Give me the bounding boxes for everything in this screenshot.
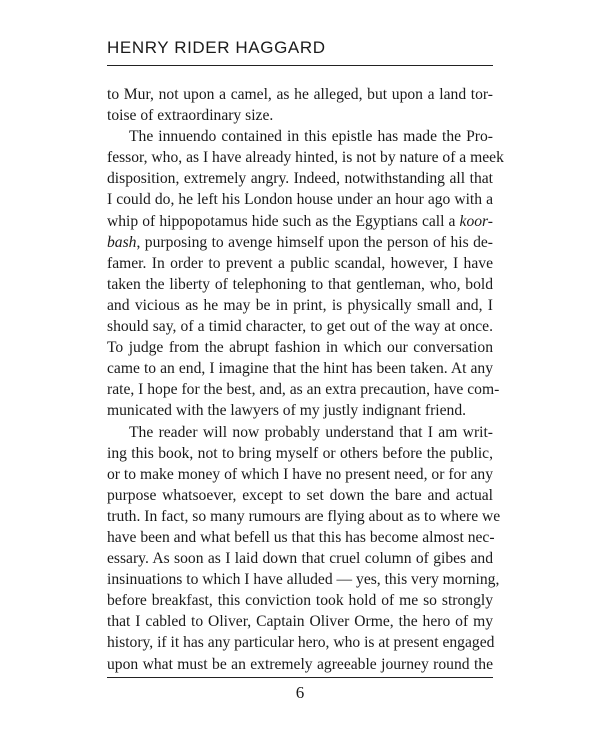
text-line: purpose whatsoever, except to set down the bare and actual: [107, 486, 493, 504]
text-line: toise of extraordinary size.: [107, 107, 274, 125]
text-line: municated with the lawyers of my justly indignant friend.: [107, 402, 467, 420]
text-line: taken the liberty of telephoning to that gentleman, who, bold: [107, 275, 493, 293]
page-number: 6: [295, 683, 305, 702]
text-line: should say, of a timid character, to get out of the way at once.: [107, 318, 493, 336]
text-line: essary. As soon as I laid down that cruel column of gibes and: [107, 550, 493, 568]
footer-rule: [107, 677, 493, 678]
italic-word: bash: [107, 233, 137, 251]
text-line: famer. In order to prevent a public scandal, however, I have: [107, 254, 493, 272]
text-line: To judge from the abrupt fashion in which our conversation: [107, 339, 493, 357]
body-text: [107, 84, 504, 675]
text-line: came to an end, I imagine that the hint has been taken. At any: [107, 360, 493, 378]
italic-word: koor-: [459, 212, 493, 230]
text-line: upon what must be an extremely agreeable journey round the: [107, 655, 493, 673]
text-line: [107, 232, 493, 253]
text-line: rate, I hope for the best, and, as an extra precaution, have com-: [107, 381, 500, 399]
paragraph: [107, 126, 504, 421]
text-line: disposition, extremely angry. Indeed, notwithstanding all that: [107, 170, 493, 188]
text-line: to Mur, not upon a camel, as he alleged, but upon a land tor-: [107, 86, 493, 103]
text-line: have been and what befell us that this has become almost nec-: [107, 528, 495, 546]
text-line: I could do, he left his London house under an hour ago with a: [107, 191, 493, 209]
text-run: whip of hippopotamus hide such as the Egyptians call a: [107, 212, 460, 230]
running-head: HENRY RIDER HAGGARD: [107, 38, 326, 57]
text-line: ing this book, not to bring myself or others before the public,: [107, 444, 493, 462]
text-line: and vicious as he may be in print, is physically small and, I: [107, 296, 493, 314]
text-line: The innuendo contained in this epistle has made the Pro-: [129, 128, 493, 146]
text-line: before breakfast, this conviction took hold of me so strongly: [107, 592, 493, 610]
text-line: insinuations to which I have alluded — yes, this very morning,: [107, 571, 500, 589]
text-line: The reader will now probably understand that I am writ-: [129, 423, 493, 441]
text-line: or to make money of which I have no present need, or for any: [107, 465, 493, 483]
text-line: [107, 211, 493, 232]
text-line: that I cabled to Oliver, Captain Oliver Orme, the hero of my: [107, 613, 493, 631]
paragraph: [107, 422, 501, 675]
text-run: , purposing to avenge himself upon the person of his de-: [136, 233, 493, 251]
text-line: history, if it has any particular hero, who is at present engaged: [107, 634, 495, 652]
text-line: fessor, who, as I have already hinted, is not by nature of a meek: [107, 149, 504, 167]
text-line: truth. In fact, so many rumours are flying about as to where we: [107, 507, 501, 525]
paragraph: [107, 84, 493, 126]
header-rule: [107, 65, 493, 66]
